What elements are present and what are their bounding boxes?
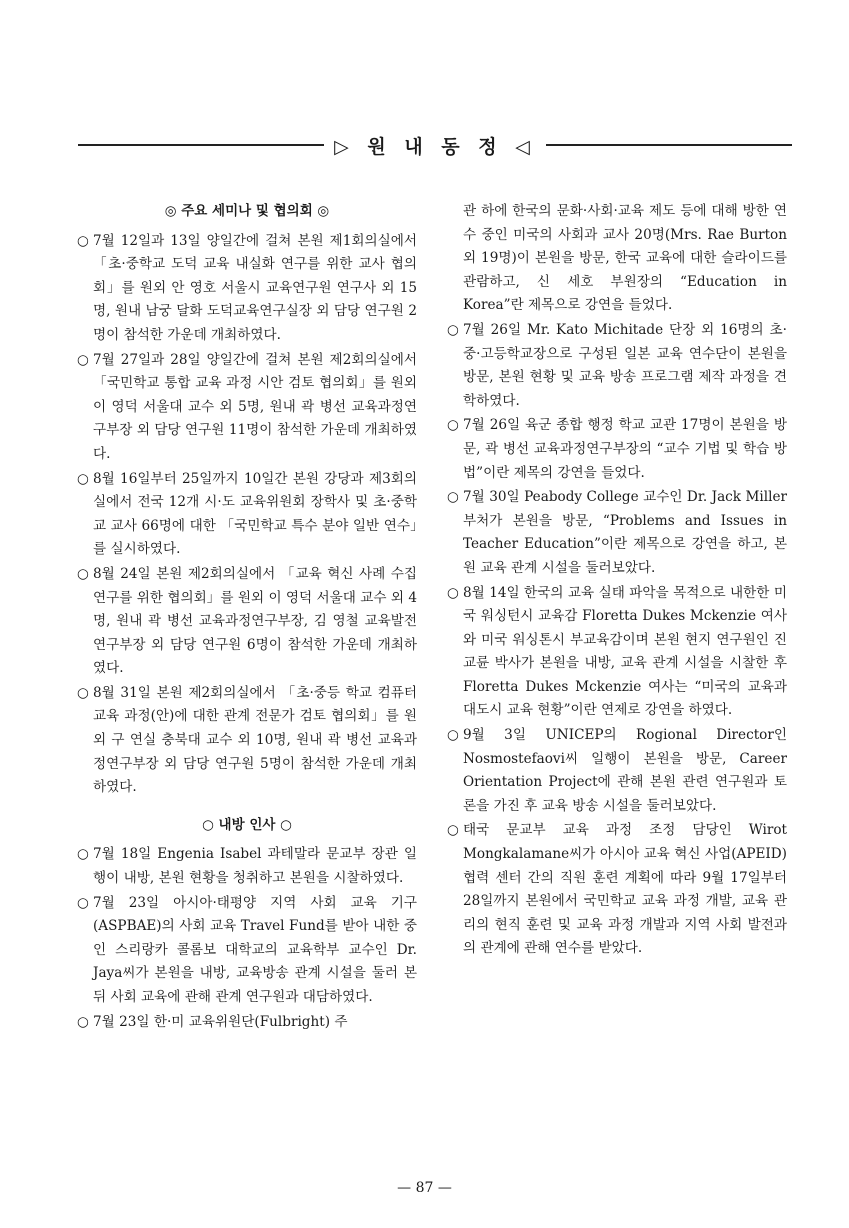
list-item (77, 563, 417, 681)
list-item (447, 414, 787, 485)
list-item (77, 468, 417, 562)
bullet-icon: ○ (447, 321, 459, 338)
page-number: — 87 — (397, 1180, 452, 1196)
bullet-icon: ○ (447, 727, 459, 744)
bullet-icon: ○ (77, 470, 89, 487)
list-item (77, 349, 417, 467)
section-title-seminars: ◎ 주요 세미나 및 협의회 ◎ (164, 203, 330, 219)
list-item (77, 230, 417, 348)
list-item (447, 819, 787, 961)
bullet-icon: ○ (447, 822, 459, 839)
bullet-icon: ○ (447, 489, 459, 506)
right-column (447, 200, 787, 962)
header-rule-right (546, 144, 792, 146)
list-item (77, 843, 417, 890)
section-title-visitors: ○ 내방 인사 ○ (202, 816, 292, 833)
item-text: 7월 30일 Peabody College 교수인 Dr. Jack Miller 부처가 본원을 방문, “Problems and Issues in Teacher Education”이란 제목으로 강연을 하고, 본원 교육 관계 시설을 둘러보았다. (463, 489, 787, 576)
left-column (77, 200, 417, 1035)
bullet-icon: ○ (77, 232, 89, 249)
item-text: 8월 24일 본원 제2회의실에서 「교육 혁신 사례 수집 연구를 위한 협의회」를 원외 이 영덕 서울대 교수 외 4명, 원내 곽 병선 교육과정연구부장, 김 영철 교육발전연구부장 외 담당 연구원 6명이 참석한 가운데 개최하였다. (93, 565, 417, 677)
item-text: 7월 12일과 13일 양일간에 걸쳐 본원 제1회의실에서 「초·중학교 도덕 교육 내실화 연구를 위한 교사 협의회」를 원외 안 영호 서울시 교육연구원 연구사 외 15명, 원내 남궁 달화 도덕교육연구실장 외 담당 연구원 2명이 참석한 가운데 개최하였다. (93, 232, 417, 343)
item-text: 7월 26일 육군 종합 행정 학교 교관 17명이 본원을 방문, 곽 병선 교육과정연구부장의 “교수 기법 및 학습 방법”이란 제목의 강연을 들었다. (463, 417, 787, 481)
item-text: 7월 23일 아시아·태평양 지역 사회 교육 기구(ASPBAE)의 사회 교육 Travel Fund를 받아 내한 중인 스리랑카 콜롬보 대학교의 교육학부 교수인 Dr. Jaya씨가 본원을 내방, 교육방송 관계 시설을 둘러 본 뒤 사회 교육에 관해 관계 연구원과 대담하였다. (93, 894, 417, 1005)
bullet-icon: ○ (77, 565, 89, 582)
page-title: ▷ 원 내 동 정 ◁ (334, 135, 536, 158)
item-text: 8월 16일부터 25일까지 10일간 본원 강당과 제3회의실에서 전국 12개 시·도 교육위원회 장학사 및 초·중학교 교사 66명에 대한 「국민학교 특수 분야 일반 연수」를 실시하였다. (93, 470, 417, 558)
item-text: 태국 문교부 교육 과정 조정 담당인 Wirot Mongkalamane씨가 아시아 교육 혁신 사업(APEID) 협력 센터 간의 직원 훈련 계획에 따라 9월 17일부터 28일까지 본원에서 국민학교 교육 과정 개발, 교육 관리의 현직 훈련 및 교육 과정 개발과 지역 사회 발전과의 관계에 관해 연수를 받았다. (463, 822, 787, 957)
bullet-icon: ○ (77, 684, 89, 701)
header-rule-left (78, 144, 324, 146)
list-item (77, 682, 417, 800)
list-item (447, 319, 787, 413)
bullet-icon: ○ (77, 1013, 89, 1030)
item-text: 8월 14일 한국의 교육 실태 파악을 목적으로 내한한 미국 워싱턴시 교육감 Floretta Dukes Mckenzie 여사와 미국 워싱톤시 부교육감이며 본원 현지 연구원인 진 교륜 박사가 본원을 내방, 교육 관계 시설을 시찰한 후 Floretta Dukes Mckenzie 여사는 “미국의 교육과 대도시 교육 현황”이란 연제로 강연을 하였다. (463, 584, 787, 719)
item-text: 9월 3일 UNICEP의 Rogional Director인 Nosmostefaovi씨 일행이 본원을 방문, Career Orientation Project에 관해 본원 관련 연구원과 토론을 가진 후 교육 방송 시설을 둘러보았다. (463, 727, 787, 814)
list-item (447, 724, 787, 818)
item-text: 7월 18일 Engenia Isabel 과테말라 문교부 장관 일행이 내방, 본원 현황을 청취하고 본원을 시찰하였다. (93, 846, 417, 887)
item-text: 관 하에 한국의 문화·사회·교육 제도 등에 대해 방한 연수 중인 미국의 사회과 교사 20명(Mrs. Rae Burton 외 19명)이 본원을 방문, 한국 교육에 대한 슬라이드를 관람하고, 신 세호 부원장의 “Education in Korea”란 제목으로 강연을 들었다. (463, 203, 787, 314)
item-text: 8월 31일 본원 제2회의실에서 「초·중등 학교 컴퓨터 교육 과정(안)에 대한 관계 전문가 검토 협의회」를 원외 구 연실 충북대 교수 외 10명, 원내 곽 병선 교육과정연구부장 외 담당 연구원 5명이 참석한 가운데 개최하였다. (93, 684, 417, 796)
bullet-icon: ○ (447, 417, 459, 434)
item-text: 7월 27일과 28일 양일간에 걸쳐 본원 제2회의실에서 「국민학교 통합 교육 과정 시안 검토 협의회」를 원외 이 영덕 서울대 교수 외 5명, 원내 곽 병선 교육과정연구부장 외 담당 연구원 11명이 참석한 가운데 개최하였다. (93, 351, 417, 462)
list-item (447, 582, 787, 724)
bullet-icon: ○ (77, 351, 89, 368)
bullet-icon: ○ (77, 894, 89, 911)
bullet-icon: ○ (447, 584, 459, 601)
bullet-icon: ○ (77, 846, 89, 863)
list-item (77, 892, 417, 1010)
page-header (78, 125, 792, 165)
item-text: 7월 23일 한·미 교육위원단(Fulbright) 주 (93, 1013, 348, 1030)
list-item (77, 1011, 417, 1035)
list-item-continuation (447, 200, 787, 318)
list-item (447, 486, 787, 580)
item-text: 7월 26일 Mr. Kato Michitade 단장 외 16명의 초·중·고등학교장으로 구성된 일본 교육 연수단이 본원을 방문, 본원 현황 및 교육 방송 프로그램 제작 과정을 견학하였다. (463, 321, 787, 409)
